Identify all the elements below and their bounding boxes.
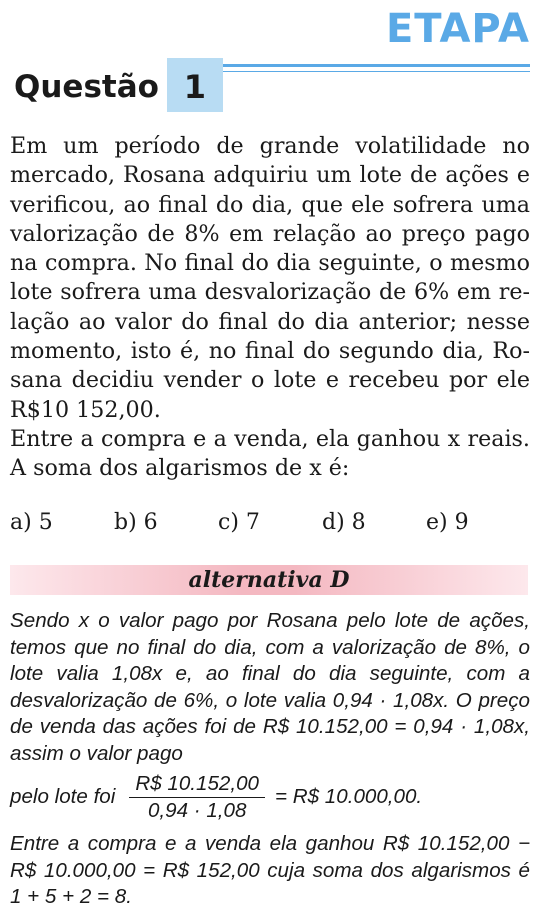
- answer-title-bar: [10, 565, 528, 595]
- option-b: b) 6: [114, 510, 158, 535]
- question-number: 1: [167, 58, 223, 112]
- question-prompt: Entre a compra e a venda, ela ganhou x reais. A soma dos algarismos de x é:: [10, 425, 530, 482]
- question-label: Questão: [10, 58, 167, 112]
- fraction: [129, 772, 265, 823]
- solution-paragraph-2: Entre a compra e a venda ela ganhou R$ 10.152,00 − R$ 10.000,00 = R$ 152,00 cuja soma dos algarismos é 1 + 5 + 2 = 8.: [10, 832, 530, 908]
- fraction-line: [10, 769, 530, 825]
- fraction-denominator: 0,94 · 1,08: [147, 798, 247, 822]
- answer-title: alternativa D: [188, 567, 350, 593]
- fraction-numerator: R$ 10.152,00: [129, 772, 265, 798]
- fraction-suffix: = R$ 10.000,00.: [275, 784, 423, 808]
- option-e: e) 9: [426, 510, 469, 535]
- option-a: a) 5: [10, 510, 53, 535]
- question-statement: Em um período de grande volatilidade no mercado, Rosana adquiriu um lote de ações e verificou, ao final do dia, que ele sofrera uma valorização de 8% em relação ao preço pago na compra. No final do dia seguinte, o mesmo lote sofrera uma desvalorização de 6% em relação ao valor do final do dia anterior; nesse momento, isto é, no final do segundo dia, Rosana decidiu vender o lote e recebeu por ele R$10 152,00.: [10, 133, 530, 423]
- option-c: c) 7: [218, 510, 260, 535]
- question-header: [10, 56, 223, 114]
- fraction-prefix: pelo lote foi: [10, 784, 116, 808]
- option-d: d) 8: [322, 510, 366, 535]
- question-statement-block: [10, 132, 530, 484]
- answer-options: [10, 510, 530, 535]
- etapa-logo: ETAPA: [385, 6, 530, 52]
- solution-block: [10, 608, 530, 911]
- solution-paragraph-1: Sendo x o valor pago por Rosana pelo lote de ações, temos que no final do dia, com a valorização de 8%, o lote valia 1,08x e, ao final do dia seguinte, com a desvalorização de 6%, o lote valia 0,94 · 1,08x. O preço de venda das ações foi de R$ 10.152,00 = 0,94 · 1,08x, assim o valor pago: [10, 609, 530, 765]
